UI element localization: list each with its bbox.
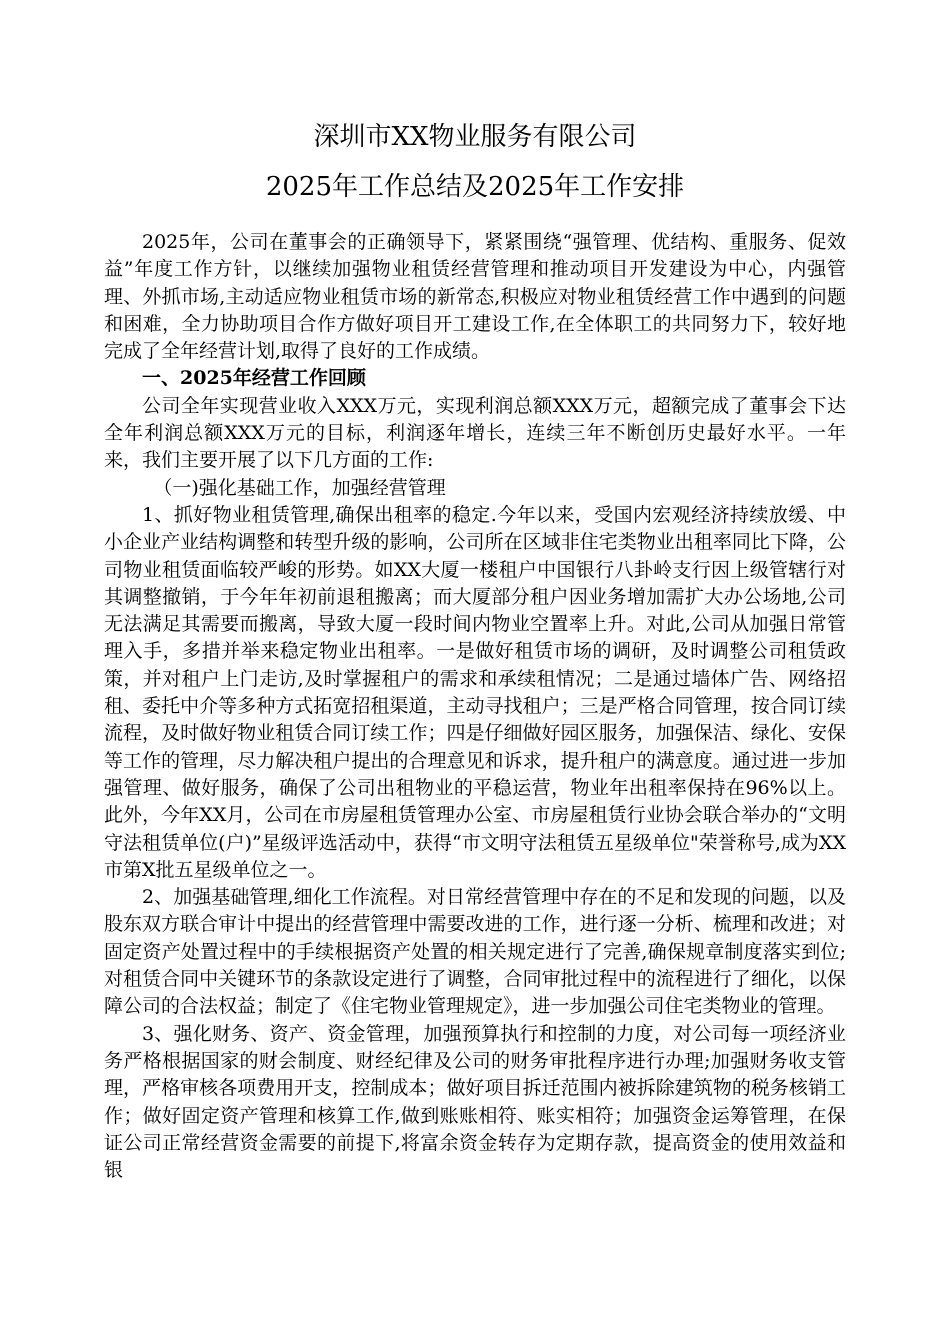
document-body — [104, 229, 846, 1184]
section-intro-paragraph: 公司全年实现营业收入XXX万元，实现利润总额XXX万元，超额完成了董事会下达全年利润总额XXX万元的目标，利润逐年增长，连续三年不断创历史最好水平。一年来，我们主要开展了以下几方面的工作: — [104, 394, 846, 472]
item-paragraph-finance: 3、强化财务、资产、资金管理，加强预算执行和控制的力度，对公司每一项经济业务严格根据国家的财会制度、财经纪律及公司的财务审批程序进行办理;加强财务收支管理，严格审核各项费用开支，控制成本；做好项目拆迁范围内被拆除建筑物的税务核销工作；做好固定资产管理和核算工作,做到账账相符、账实相符；加强资金运筹管理，在保证公司正常经营资金需要的前提下,将富余资金转存为定期存款，提高资金的使用效益和银 — [104, 1022, 846, 1182]
title-report: 2025年工作总结及2025年工作安排 — [265, 172, 685, 202]
section-heading-review: 一、2025年经营工作回顾 — [142, 367, 366, 390]
item-paragraph-leasing: 1、抓好物业租赁管理,确保出租率的稳定.今年以来，受国内宏观经济持续放缓、中小企业产业结构调整和转型升级的影响，公司所在区域非住宅类物业出租率同比下降，公司物业租赁面临较严峻的形势。如XX大厦一楼租户中国银行八卦岭支行因上级管辖行对其调整撤销，于今年年初前退租搬离；而大厦部分租户因业务增加需扩大办公场地,公司无法满足其需要而搬离，导致大厦一段时间内物业空置率上升。对此,公司从加强日常管理入手，多措并举来稳定物业出租率。一是做好租赁市场的调研，及时调整公司租赁政策，并对租户上门走访,及时掌握租户的需求和承续租情况；二是通过墙体广告、网络招租、委托中介等多种方式拓宽招租渠道，主动寻找租户；三是严格合同管理，按合同订续流程，及时做好物业租赁合同订续工作；四是仔细做好园区服务，加强保洁、绿化、安保等工作的管理，尽力解决租户提出的合理意见和诉求，提升租户的满意度。通过进一步加强管理、做好服务，确保了公司出租物业的平稳运营，物业年出租率保持在96%以上。此外，今年XX月，公司在市房屋租赁管理办公室、市房屋租赁行业协会联合举办的“文明守法租赁单位(户)”星级评选活动中，获得“市文明守法租赁五星级单位"荣誉称号,成为XX市第X批五星级单位之一。 — [104, 503, 846, 881]
item-paragraph-management: 2、加强基础管理,细化工作流程。对日常经营管理中存在的不足和发现的问题，以及股东双方联合审计中提出的经营管理中需要改进的工作，进行逐一分析、梳理和改进；对固定资产处置过程中的手续根据资产处置的相关规定进行了完善,确保规章制度落实到位;对租赁合同中关键环节的条款设定进行了调整，合同审批过程中的流程进行了细化，以保障公司的合法权益；制定了《住宅物业管理规定》，进一步加强公司住宅类物业的管理。 — [104, 886, 846, 1018]
intro-paragraph: 2025年，公司在董事会的正确领导下，紧紧围绕“强管理、优结构、重服务、促效益”年度工作方针，以继续加强物业租赁经营管理和推动项目开发建设为中心，内强管理、外抓市场,主动适应物业租赁市场的新常态,积极应对物业租赁经营工作中遇到的问题和困难，全力协助项目合作方做好项目开工建设工作,在全体职工的共同努力下，较好地完成了全年经营计划,取得了良好的工作成绩。 — [104, 231, 846, 363]
subsection-heading-basics: （一)强化基础工作，加强经营管理 — [153, 476, 446, 499]
title-company: 深圳市XX物业服务有限公司 — [313, 122, 637, 152]
document-title — [0, 112, 950, 212]
